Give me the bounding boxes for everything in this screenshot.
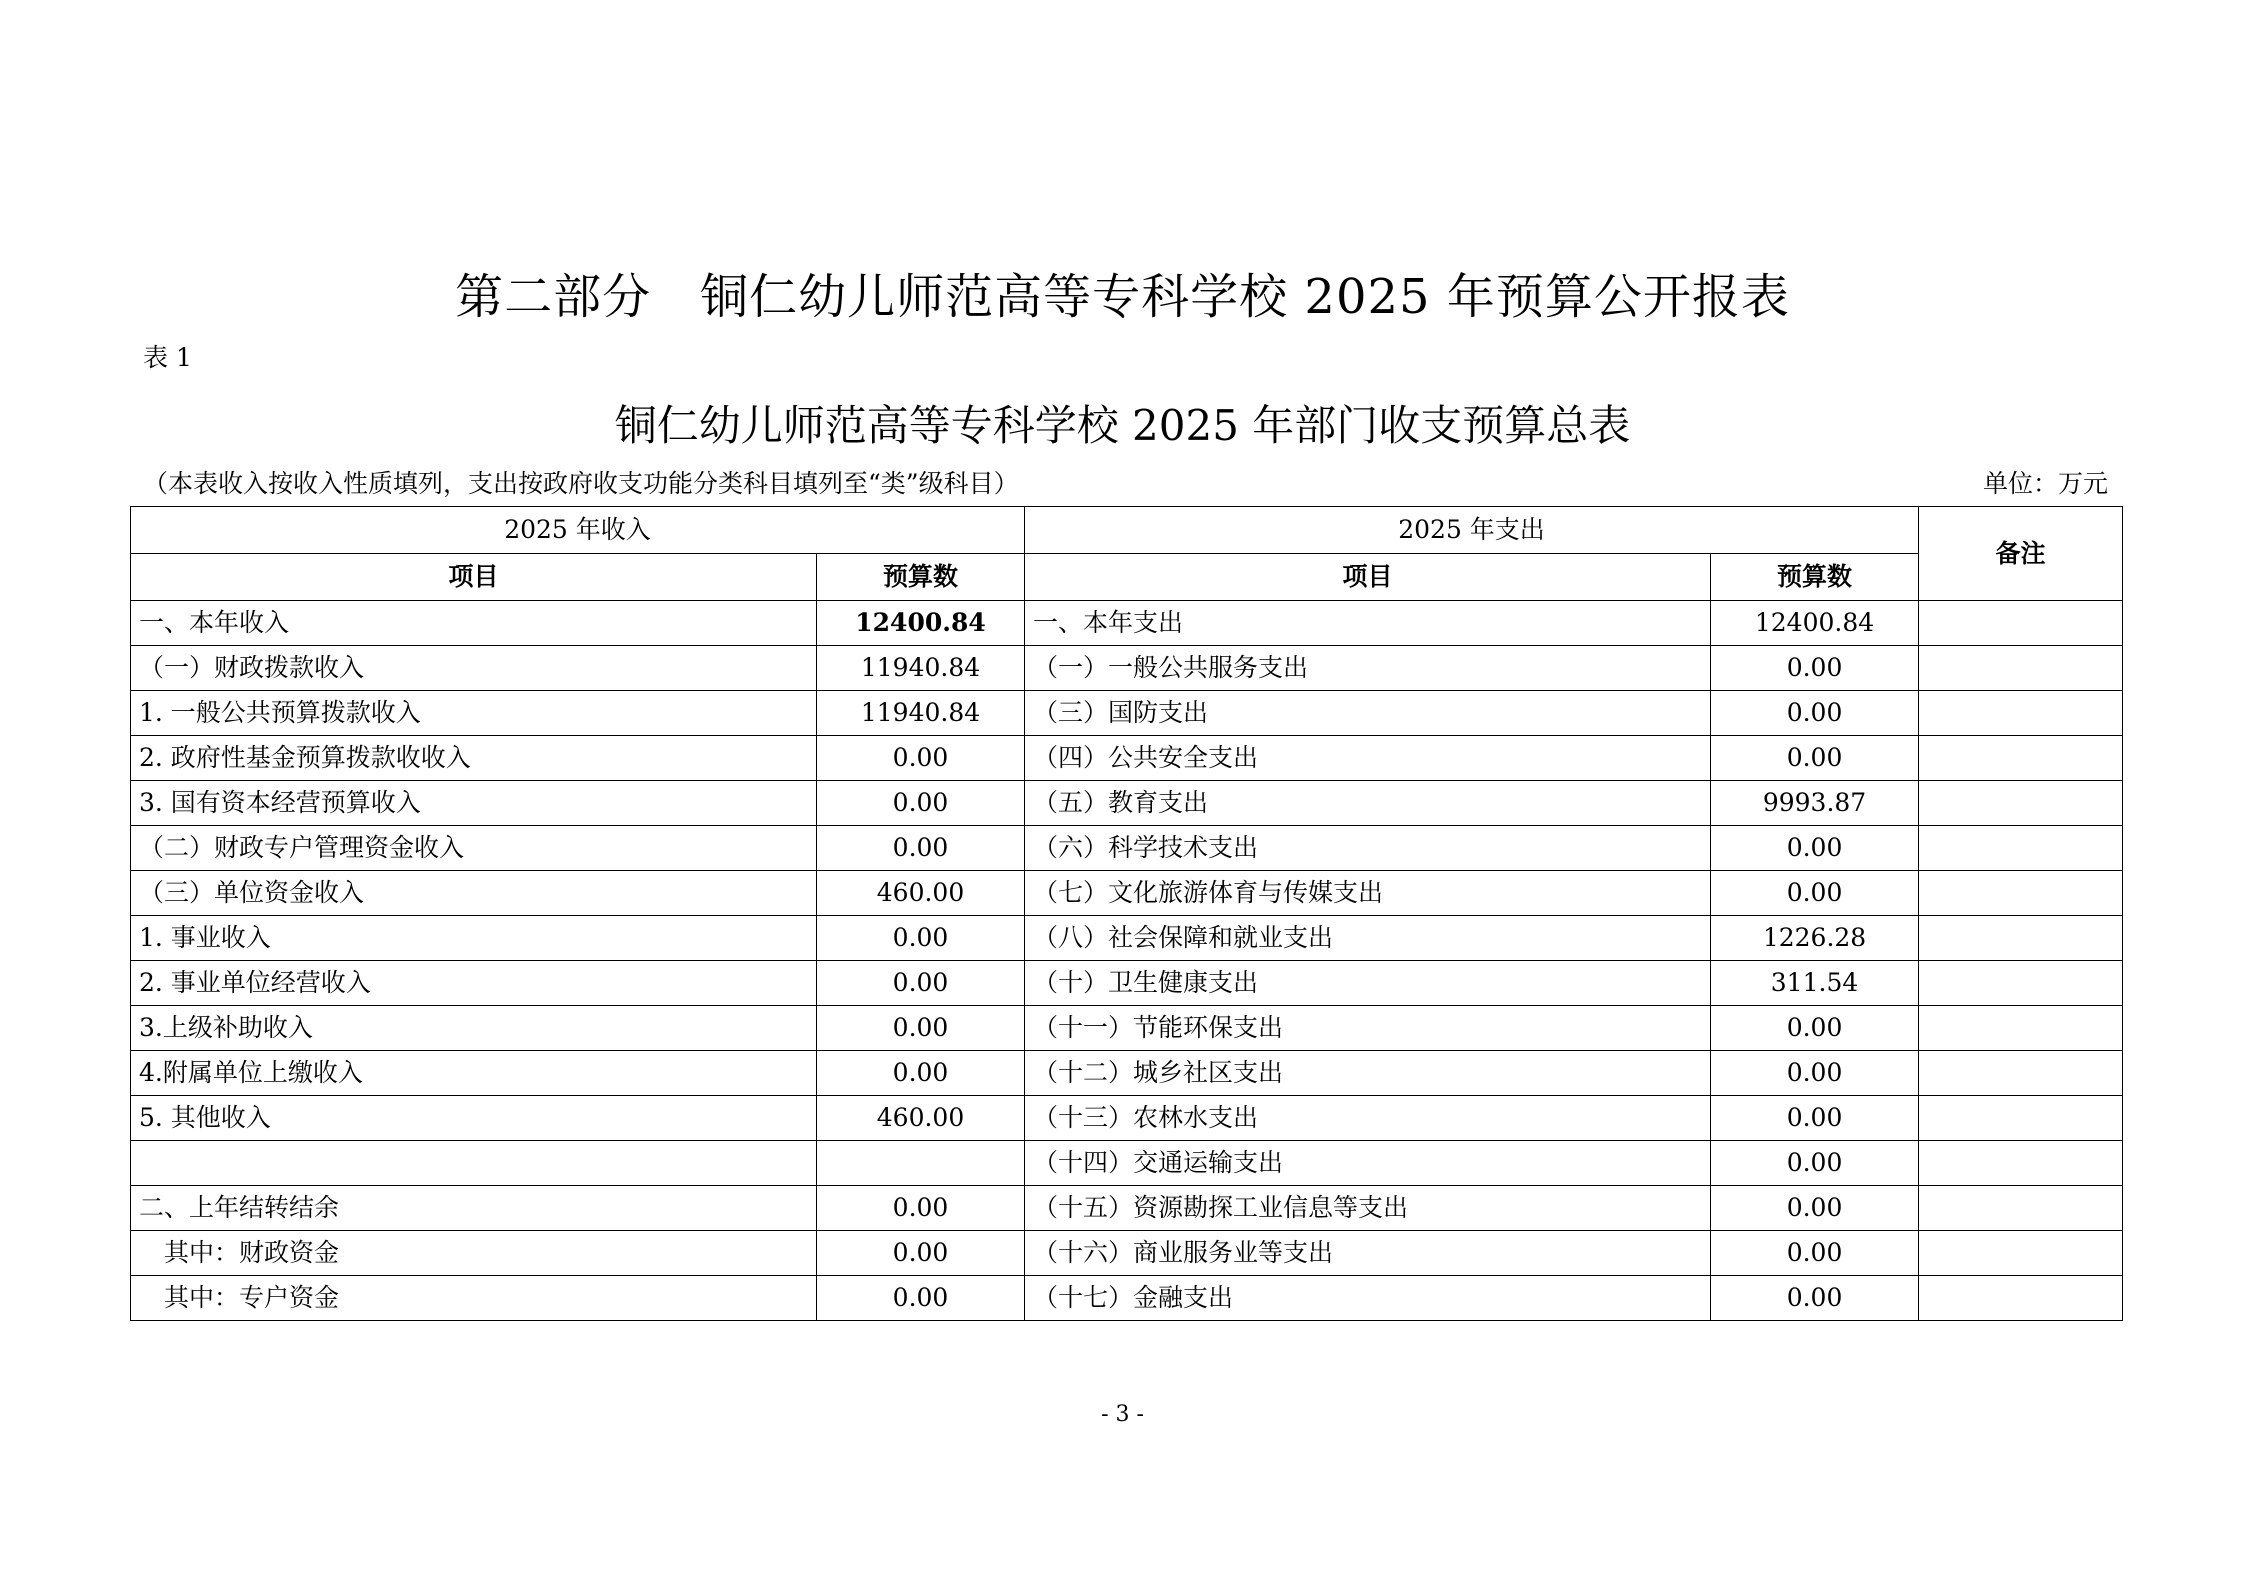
income-item-cell: 4.附属单位上缴收入 [131,1051,817,1096]
remark-cell [1919,1051,2123,1096]
remark-cell [1919,781,2123,826]
income-amount-cell: 0.00 [817,1006,1025,1051]
expense-amount-cell: 0.00 [1711,691,1919,736]
table-row [131,736,2123,781]
remark-cell [1919,871,2123,916]
expense-amount-cell: 0.00 [1711,1141,1919,1186]
income-amount-cell: 0.00 [817,961,1025,1006]
table-number: 表 1 [143,343,192,372]
remark-cell [1919,1141,2123,1186]
income-section-header: 2025 年收入 [131,507,1025,554]
income-item-cell: 一、本年收入 [131,601,817,646]
table-row [131,1141,2123,1186]
income-item-cell: 2. 事业单位经营收入 [131,961,817,1006]
expense-item-header: 项目 [1025,554,1711,601]
expense-item-cell: （七）文化旅游体育与传媒支出 [1025,871,1711,916]
expense-item-cell: （六）科学技术支出 [1025,826,1711,871]
remark-cell [1919,1276,2123,1321]
header-row-columns [131,554,2123,601]
income-amount-cell: 0.00 [817,1231,1025,1276]
expense-amount-cell: 0.00 [1711,871,1919,916]
table-row [131,646,2123,691]
income-amount-cell: 0.00 [817,736,1025,781]
expense-item-cell: （十三）农林水支出 [1025,1096,1711,1141]
expense-item-cell: （五）教育支出 [1025,781,1711,826]
table-note: （本表收入按收入性质填列，支出按政府收支功能分类科目填列至“类”级科目） [143,469,1019,498]
income-item-cell: （三）单位资金收入 [131,871,817,916]
part-title: 第二部分 铜仁幼儿师范高等专科学校 2025 年预算公开报表 [455,269,1790,325]
expense-amount-cell: 0.00 [1711,646,1919,691]
income-item-cell: 5. 其他收入 [131,1096,817,1141]
income-item-cell [131,1141,817,1186]
table-row [131,691,2123,736]
unit-label: 单位：万元 [1982,469,2108,498]
expense-item-cell: （十）卫生健康支出 [1025,961,1711,1006]
table-row [131,871,2123,916]
remark-cell [1919,1186,2123,1231]
remark-cell [1919,961,2123,1006]
income-item-cell: （二）财政专户管理资金收入 [131,826,817,871]
expense-item-cell: （十七）金融支出 [1025,1276,1711,1321]
expense-item-cell: 一、本年支出 [1025,601,1711,646]
remark-cell [1919,1096,2123,1141]
table-row [131,826,2123,871]
expense-item-cell: （八）社会保障和就业支出 [1025,916,1711,961]
table-row [131,1096,2123,1141]
expense-amount-cell: 1226.28 [1711,916,1919,961]
remark-cell [1919,916,2123,961]
table-row [131,601,2123,646]
income-item-cell: 其中：财政资金 [131,1231,817,1276]
expense-amount-cell: 311.54 [1711,961,1919,1006]
expense-amount-cell: 9993.87 [1711,781,1919,826]
income-amount-cell [817,1141,1025,1186]
income-item-cell: 1. 事业收入 [131,916,817,961]
income-amount-cell: 0.00 [817,916,1025,961]
expense-amount-cell: 0.00 [1711,1231,1919,1276]
income-amount-cell: 0.00 [817,1186,1025,1231]
income-amount-cell: 0.00 [817,1051,1025,1096]
table-row [131,781,2123,826]
table-row [131,916,2123,961]
expense-item-cell: （四）公共安全支出 [1025,736,1711,781]
income-item-cell: 2. 政府性基金预算拨款收收入 [131,736,817,781]
remark-cell [1919,691,2123,736]
income-item-cell: 3.上级补助收入 [131,1006,817,1051]
expense-amount-cell: 12400.84 [1711,601,1919,646]
expense-item-cell: （十二）城乡社区支出 [1025,1051,1711,1096]
expense-item-cell: （一）一般公共服务支出 [1025,646,1711,691]
income-amount-cell: 0.00 [817,781,1025,826]
table-row [131,1051,2123,1096]
income-amount-cell: 460.00 [817,1096,1025,1141]
income-amount-cell: 11940.84 [817,646,1025,691]
income-item-cell: 1. 一般公共预算拨款收入 [131,691,817,736]
table-row [131,961,2123,1006]
remark-cell [1919,1231,2123,1276]
expense-item-cell: （十六）商业服务业等支出 [1025,1231,1711,1276]
income-amount-cell: 0.00 [817,826,1025,871]
income-item-cell: 其中：专户资金 [131,1276,817,1321]
expense-item-cell: （十五）资源勘探工业信息等支出 [1025,1186,1711,1231]
income-item-cell: （一）财政拨款收入 [131,646,817,691]
remark-cell [1919,1006,2123,1051]
page-number: - 3 - [1101,1402,1144,1427]
table-row [131,1186,2123,1231]
expense-amount-cell: 0.00 [1711,826,1919,871]
expense-item-cell: （三）国防支出 [1025,691,1711,736]
expense-amount-cell: 0.00 [1711,1006,1919,1051]
expense-item-cell: （十四）交通运输支出 [1025,1141,1711,1186]
expense-amount-cell: 0.00 [1711,1186,1919,1231]
expense-amount-cell: 0.00 [1711,1096,1919,1141]
remark-cell [1919,826,2123,871]
table-row [131,1006,2123,1051]
expense-item-cell: （十一）节能环保支出 [1025,1006,1711,1051]
expense-amount-cell: 0.00 [1711,736,1919,781]
income-item-cell: 二、上年结转结余 [131,1186,817,1231]
expense-budget-header: 预算数 [1711,554,1919,601]
income-amount-cell: 0.00 [817,1276,1025,1321]
expense-section-header: 2025 年支出 [1025,507,1919,554]
table-row [131,1231,2123,1276]
remark-cell [1919,736,2123,781]
income-amount-cell: 12400.84 [817,601,1025,646]
income-item-cell: 3. 国有资本经营预算收入 [131,781,817,826]
remark-header: 备注 [1919,507,2123,601]
remark-cell [1919,646,2123,691]
income-amount-cell: 460.00 [817,871,1025,916]
remark-cell [1919,601,2123,646]
expense-amount-cell: 0.00 [1711,1051,1919,1096]
income-budget-header: 预算数 [817,554,1025,601]
income-amount-cell: 11940.84 [817,691,1025,736]
expense-amount-cell: 0.00 [1711,1276,1919,1321]
header-row-sections [131,507,2123,554]
income-item-header: 项目 [131,554,817,601]
table-title: 铜仁幼儿师范高等专科学校 2025 年部门收支预算总表 [614,401,1631,450]
budget-summary-table [130,506,2123,1321]
table-row [131,1276,2123,1321]
